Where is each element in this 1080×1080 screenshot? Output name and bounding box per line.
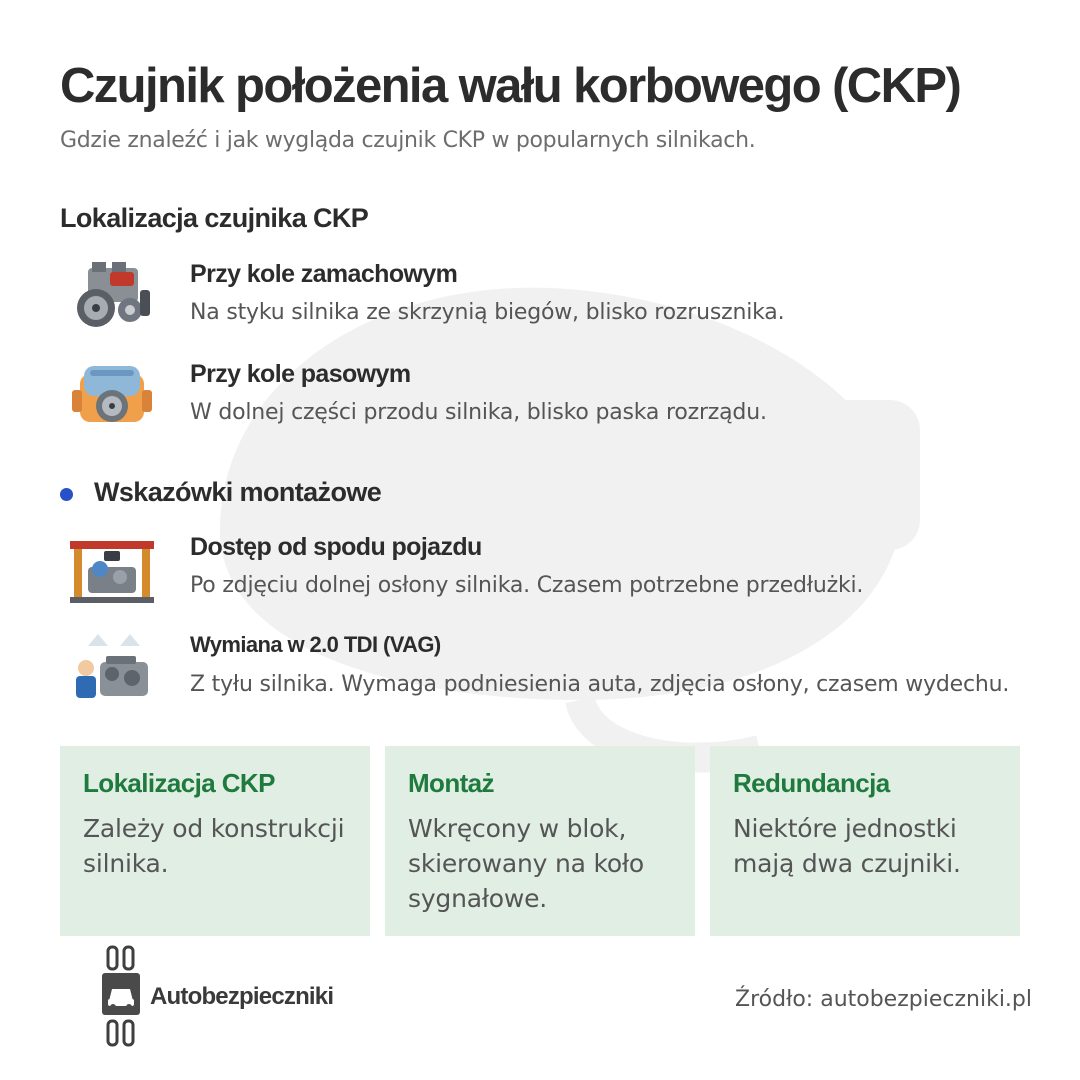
card-text: Niektóre jednostki mają dwa czujniki. — [733, 814, 961, 878]
page-title: Czujnik położenia wału korbowego (CKP) — [60, 59, 961, 113]
card-title: Montaż — [408, 768, 494, 798]
tips-section-heading: Wskazówki montażowe — [94, 477, 382, 507]
location-item-flywheel — [60, 260, 1040, 350]
item-description: Po zdjęciu dolnej osłony silnika. Czasem potrzebne przedłużki. — [190, 573, 864, 598]
info-card-location — [60, 746, 370, 936]
item-description: W dolnej części przodu silnika, blisko paska rozrządu. — [190, 400, 767, 425]
engine-pulley-icon — [70, 360, 154, 430]
source-credit: Źródło: autobezpieczniki.pl — [735, 987, 1032, 1012]
engine-flywheel-icon — [70, 260, 154, 330]
car-lift-icon — [70, 533, 154, 603]
mechanic-engine-icon — [70, 632, 154, 702]
bullet-icon — [60, 488, 73, 501]
card-title: Lokalizacja CKP — [83, 768, 275, 798]
item-title: Dostęp od spodu pojazdu — [190, 533, 482, 561]
item-title: Przy kole zamachowym — [190, 260, 458, 288]
tips-item-tdi-replacement — [60, 632, 1040, 722]
location-item-pulley — [60, 360, 1040, 450]
item-description: Z tyłu silnika. Wymaga podniesienia auta, zdjęcia osłony, czasem wydechu. — [190, 672, 1010, 697]
item-title: Wymiana w 2.0 TDI (VAG) — [190, 632, 441, 657]
info-card-redundancy — [710, 746, 1020, 936]
page-subtitle: Gdzie znaleźć i jak wygląda czujnik CKP w popularnych silnikach. — [60, 128, 756, 153]
info-card-mounting — [385, 746, 695, 936]
logo-text: Autobezpieczniki — [150, 983, 334, 1010]
card-title: Redundancja — [733, 768, 890, 798]
info-cards — [60, 746, 1020, 936]
card-text: Wkręcony w blok, skierowany na koło sygnałowe. — [408, 814, 644, 913]
item-title: Przy kole pasowym — [190, 360, 411, 388]
tips-item-underside-access — [60, 533, 1040, 623]
location-section-heading: Lokalizacja czujnika CKP — [60, 203, 369, 233]
item-description: Na styku silnika ze skrzynią biegów, blisko rozrusznika. — [190, 300, 785, 325]
card-text: Zależy od konstrukcji silnika. — [83, 814, 345, 878]
